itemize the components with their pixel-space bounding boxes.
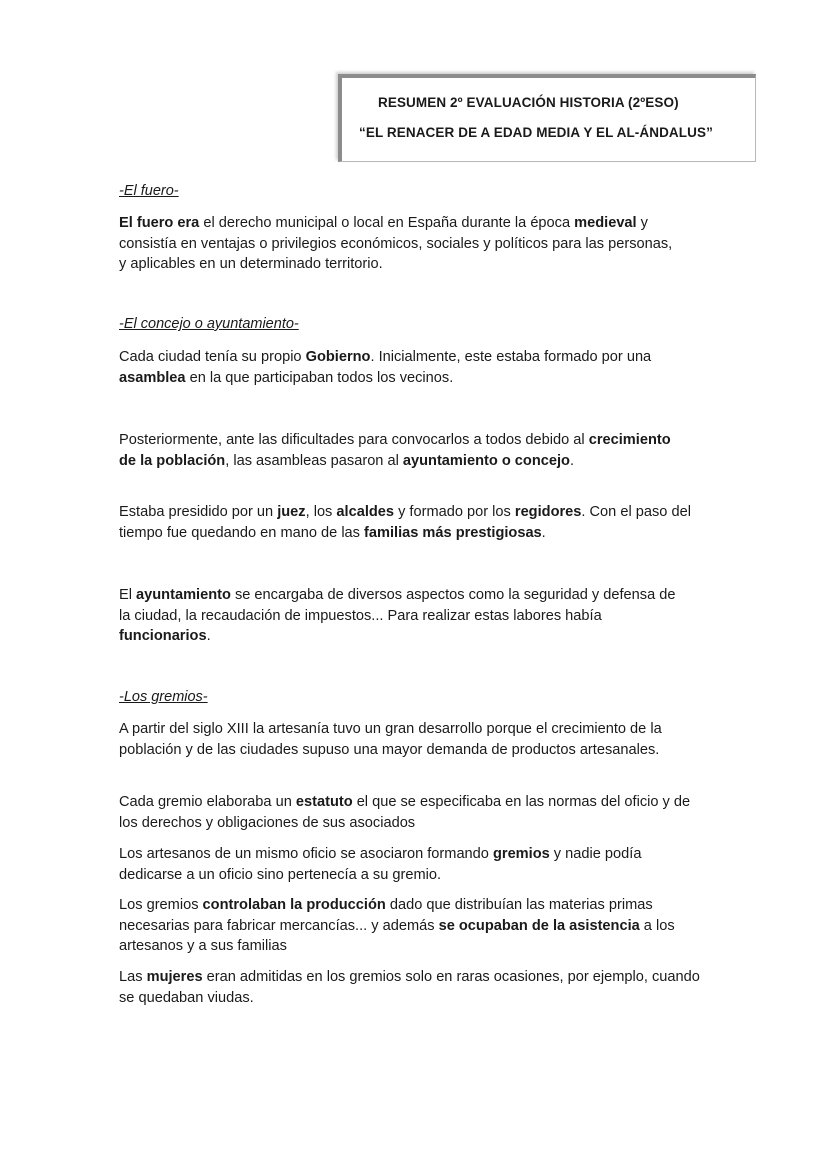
text-run: Posteriormente, ante las dificultades para convocarlos a todos debido al (119, 432, 589, 448)
paragraph-gremios-4 (119, 895, 699, 957)
bold-text: estatuto (295, 794, 353, 810)
text-run: el derecho municipal o local en España durante la (199, 215, 531, 231)
bold-text: gremios (492, 846, 550, 862)
paragraph-gremios-1 (119, 719, 709, 760)
text-run: Los artesanos de un mismo oficio se asociaron formando (119, 846, 493, 862)
text-run: A partir del siglo XIII la artesanía tuvo un gran desarrollo porque el crecimiento de la población y de las ciudades supuso una mayor demanda de productos artesanales. (119, 721, 662, 758)
text-run: . Inicialmente, este estaba formado por una (370, 349, 652, 365)
text-run: . (569, 452, 574, 469)
text-run: y formado por los (394, 504, 515, 520)
paragraph-fuero-1 (119, 213, 679, 275)
bold-text: regidores (514, 504, 582, 520)
bold-text: El fuero era (119, 215, 200, 231)
document-subtitle: “EL RENACER DE A EDAD MEDIA Y EL AL-ÁNDALUS” (359, 125, 713, 140)
bold-text: ayuntamiento o concejo (402, 452, 570, 469)
paragraph-concejo-2 (119, 430, 679, 471)
text-run: eran admitidas en los gremios solo en raras ocasiones, por ejemplo, cuando se quedaban viudas. (119, 969, 700, 1006)
text-run: Cada ciudad tenía su propio (119, 349, 306, 365)
text-run: dado que distribuían las materias primas necesarias para fabricar mercancías... y además (119, 897, 653, 934)
text-run: época (530, 215, 575, 231)
text-run: y nadie podía dedicarse a un oficio sino pertenecía a su gremio. (119, 846, 642, 883)
heading-concejo: -El concejo o ayuntamiento- (119, 316, 299, 332)
paragraph-concejo-1 (119, 347, 709, 388)
text-run: Cada gremio elaboraba un (119, 794, 296, 810)
text-run: Las (119, 969, 147, 985)
text-run: y consistía en ventajas o privilegios económicos, sociales y políticos para las personas, y aplicables en un determinado territorio. (119, 215, 673, 273)
bold-text: asamblea (119, 369, 186, 386)
heading-gremios: -Los gremios- (119, 689, 208, 705)
text-run: Estaba presidido por un (119, 504, 278, 520)
text-run: . (541, 524, 546, 541)
text-run: el que se especificaba en las normas del oficio y de los derechos y obligaciones de sus asociados (119, 794, 691, 831)
bold-text: ayuntamiento (136, 587, 231, 603)
paragraph-concejo-3 (119, 502, 704, 543)
text-run: . Con el paso del tiempo fue quedando en mano de las (119, 504, 691, 541)
document-title: RESUMEN 2º EVALUACIÓN HISTORIA (2ºESO) (378, 95, 679, 110)
paragraph-concejo-4 (119, 585, 679, 647)
bold-text: funcionarios (119, 628, 207, 645)
text-run: a los artesanos y a sus familias (119, 917, 675, 955)
text-run: en la que participaban todos los vecinos. (185, 369, 454, 386)
bold-text: mujeres (146, 969, 203, 985)
text-run: , los (305, 504, 337, 520)
bold-text: alcaldes (336, 504, 395, 520)
bold-text: medieval (574, 215, 637, 231)
bold-text: se ocupaban de la asistencia (438, 917, 640, 934)
text-run: se encargaba de diversos aspectos como la seguridad y defensa de la ciudad, la recaudación de impuestos... Para realizar estas labores había (119, 587, 676, 624)
paragraph-gremios-2 (119, 792, 709, 833)
bold-text: Gobierno (305, 349, 371, 365)
bold-text: crecimiento de la población (119, 432, 671, 469)
bold-text: controlaban la producción (202, 897, 386, 913)
text-run: , las asambleas pasaron al (225, 452, 403, 469)
bold-text: familias más prestigiosas (364, 524, 542, 541)
paragraph-gremios-3 (119, 844, 679, 885)
text-run: . (206, 628, 211, 645)
text-run: Los gremios (119, 897, 203, 913)
paragraph-gremios-5 (119, 967, 719, 1008)
bold-text: juez (277, 504, 306, 520)
title-box (338, 74, 756, 162)
heading-fuero: -El fuero- (119, 183, 179, 199)
text-run: El (119, 587, 137, 603)
